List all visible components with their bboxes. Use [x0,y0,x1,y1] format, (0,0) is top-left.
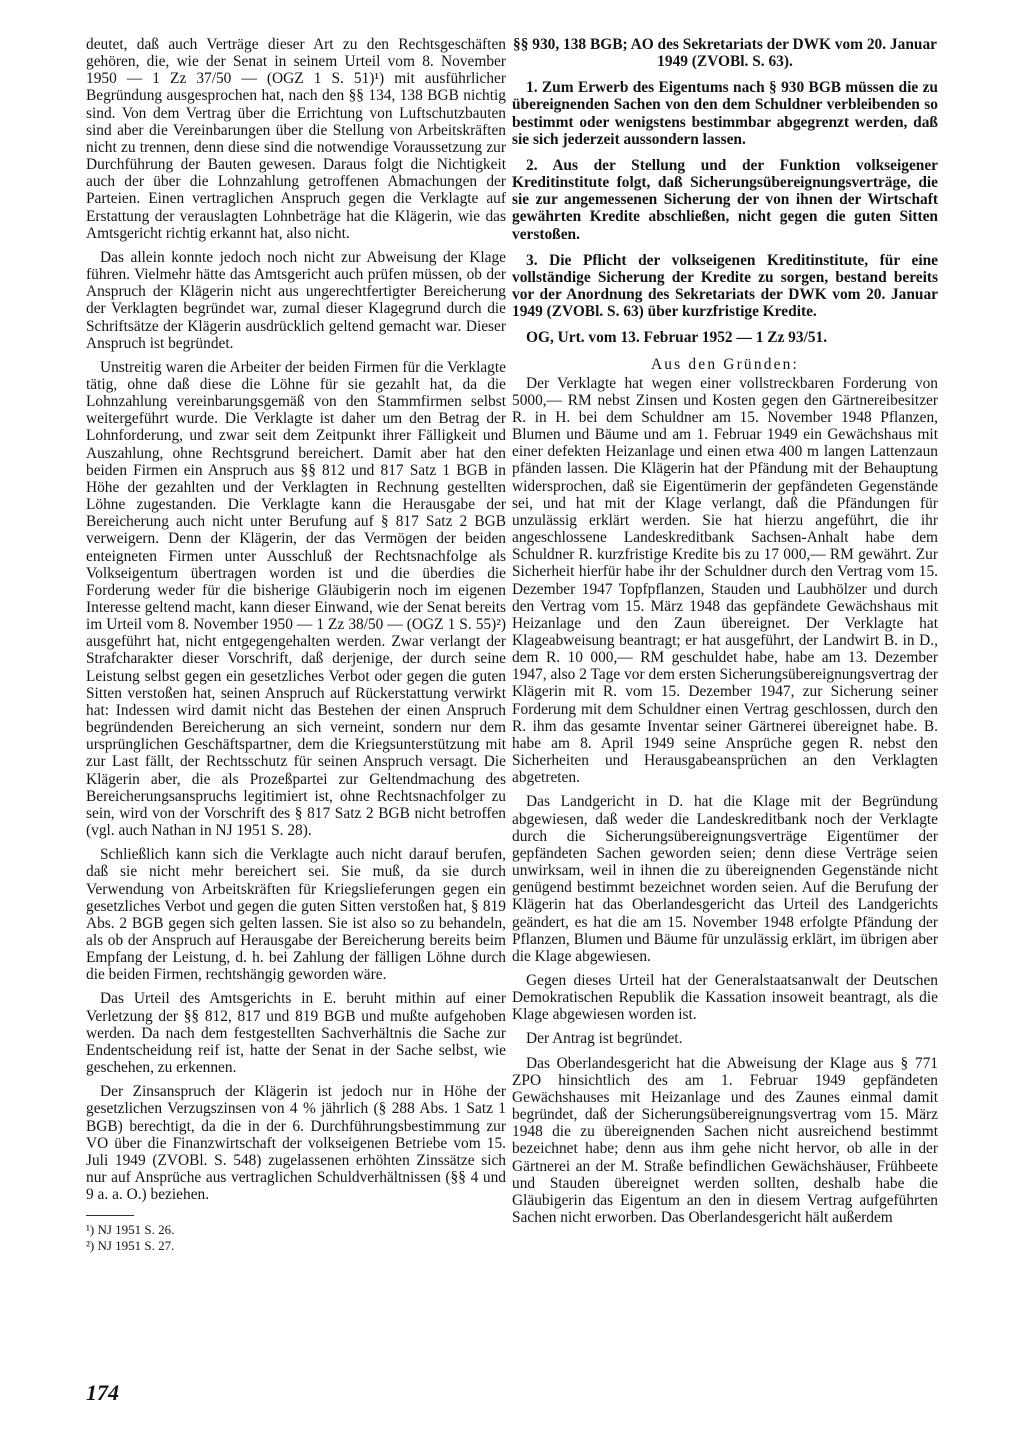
body-paragraph: Das Landgericht in D. hat die Klage mit der Begründung abgewiesen, daß weder die Landeskreditbank noch der Verklagte durch die Sicherungsübereignungsverträge Eigentümer der gepfändeten Sachen geworden seien; denn diese Verträge seien unwirksam, weil in ihnen die zu übereignenden Gegenstände nicht genügend bestimmt bezeichnet worden seien. Auf die Berufung der Klägerin hat das Oberlandesgericht das Urteil des Landgerichts geändert, es hat die am 15. November 1948 erfolgte Pfändung der Pflanzen, Blumen und Bäume für unzulässig erklärt, im übrigen aber die Klage abgewiesen. [512,793,938,965]
body-paragraph: Das Urteil des Amtsgerichts in E. beruht mithin auf einer Verletzung der §§ 812, 817 und 819 BGB und mußte aufgehoben werden. Da nach dem festgestellten Sachverhältnis die Sache zur Endentscheidung reif ist, hatte der Senat in der Sache selbst, wie geschehen, zu erkennen. [86,990,506,1077]
section-heading: Aus den Gründen: [650,355,800,373]
headnote: 2. Aus der Stellung und der Funktion volkseigener Kreditinstitute folgt, daß Sicherungsübereignungsverträge, die sie zur angemessenen Sicherung der von ihnen der Wirtschaft gewährten Kredite abschließen, nicht gegen die guten Sitten verstoßen. [512,156,938,243]
body-paragraph: Gegen dieses Urteil hat der Generalstaatsanwalt der Deutschen Demokratischen Republik die Kassation insoweit beantragt, als die Klage abgewiesen worden ist. [512,971,938,1024]
body-paragraph: Das Oberlandesgericht hat die Abweisung der Klage aus § 771 ZPO hinsichtlich des am 1. Februar 1949 gepfändeten Gewächshauses mit Heizanlage und des Zaunes einmal damit begründet, daß der Sicherungsübereignungsvertrag vom 15. März 1948 die zu übereignenden Sachen nicht ausreichend bestimmt bezeichnet habe; denn aus ihm gehe nicht hervor, ob alle in der Gärtnerei an der M. Straße befindlichen Gewächshäuser, Frühbeete und Stauden übereignet werden sollten, deshalb habe die Gläubigerin das Eigentum an den in diesem Vertrag aufgeführten Sachen nicht erworben. Das Oberlandesgericht hält außerdem [512,1054,938,1226]
court-citation: OG, Urt. vom 13. Februar 1952 — 1 Zz 93/51. [526,329,828,347]
legal-references: §§ 930, 138 BGB; AO des Sekretariats der DWK vom 20. Januar 1949 (ZVOBl. S. 63). [513,36,937,71]
body-paragraph: Der Verklagte hat wegen einer vollstreckbaren Forderung von 5000,— RM nebst Zinsen und Kosten gegen den Gärtnereibesitzer R. in H. bei dem Schuldner am 15. November 1948 Pflanzen, Blumen und Bäume und am 1. Februar 1949 ein Gewächshaus mit einer defekten Heizanlage und einen etwa 400 m langen Lattenzaun pfänden lassen. Die Klägerin hat der Pfändung mit der Behauptung widersprochen, daß sie Eigentümerin der gepfändeten Gegenstände sei, und hat mit der Klage verlangt, daß die Pfändungen für unzulässig erklärt werden. Sie hat hierzu angeführt, die ihr angeschlossene Landeskreditbank Sachsen-Anhalt habe dem Schuldner R. kurzfristige Kredite bis zu 17 000,— RM gewährt. Zur Sicherheit hierfür habe ihr der Schuldner durch den Vertrag vom 15. Dezember 1947 Topfpflanzen, Stauden und Laubhölzer und durch den Vertrag vom 15. März 1948 das gepfändete Gewächshaus mit Heizanlage und den Zaun übereignet. Der Verklagte hat Klageabweisung beantragt; er hat ausgeführt, der Landwirt B. in D., dem R. 10 000,— RM geschuldet habe, habe am 13. Dezember 1947, also 2 Tage vor dem ersten Sicherungsübereignungsvertrag der Klägerin mit R. vom 15. Dezember 1947, zur Sicherung seiner Forderung mit dem Schuldner einen Vertrag geschlossen, durch den R. ihm das gesamte Inventar seiner Gärtnerei übereignet habe. B. habe am 8. April 1949 seine Ansprüche gegen R. nebst den Sicherheiten und Herausgabeansprüchen an den Verklagten abgetreten. [512,374,938,787]
right-column [512,36,938,1233]
page-number: 174 [86,1380,119,1405]
body-paragraph: deutet, daß auch Verträge dieser Art zu den Rechtsgeschäften gehören, die, wie der Senat in seinem Urteil vom 8. November 1950 — 1 Zz 37/50 — (OGZ 1 S. 51)¹) mit ausführlicher Begründung ausgesprochen hat, nach den §§ 134, 138 BGB nichtig sind. Von dem Vertrag über die Errichtung von Luftschutzbauten sind aber die Vereinbarungen über die Stellung von Arbeitskräften nicht zu trennen, denn diese sind die notwendige Voraussetzung zur Durchführung der Bauten gewesen. Daraus folgt die Nichtigkeit auch der über die Lohnzahlung getroffenen Abmachungen der Parteien. Einen vertraglichen Anspruch gegen die Verklagte auf Erstattung der verauslagten Lohnbeträge hat die Klägerin, wie das Amtsgericht richtig erkannt hat, also nicht. [86,36,506,242]
body-paragraph: Der Zinsanspruch der Klägerin ist jedoch nur in Höhe der gesetzlichen Verzugszinsen von 4 % jährlich (§ 288 Abs. 1 Satz 1 BGB) berechtigt, da die in der 6. Durchführungsbestimmung zur VO über die Finanzwirtschaft der volkseigenen Betriebe vom 15. Juli 1949 (ZVOBl. S. 548) zugelassenen erhöhten Zinssätze sich nur auf Ansprüche aus vertraglichen Schuldverhältnissen (§§ 4 und 9 a. a. O.) beziehen. [86,1083,506,1204]
body-paragraph: Der Antrag ist begründet. [526,1030,683,1048]
body-paragraph: Unstreitig waren die Arbeiter der beiden Firmen für die Verklagte tätig, ohne daß diese die Löhne für sie gezahlt hat, da die Lohnzahlung vereinbarungsgemäß von den Stammfirmen selbst weitergeführt wurde. Die Verklagte ist daher um den Betrag der Lohnforderung, und zwar seit dem Zeitpunkt ihrer Fälligkeit und Auszahlung, ohne Rechtsgrund bereichert. Damit aber hat den beiden Firmen ein Anspruch aus §§ 812 und 817 Satz 1 BGB in Höhe der gezahlten und der Verklagten in Rechnung gestellten Löhne zugestanden. Die Verklagte kann die Herausgabe der Bereicherung auch nicht unter Berufung auf § 817 Satz 2 BGB verweigern. Denn der Klägerin, der das Vermögen der beiden enteigneten Firmen unter Ausschluß der Rechtsnachfolge als Volkseigentum übertragen worden ist und die überdies die Forderung weder für die bisherige Gläubigerin noch im eigenen Interesse geltend macht, kann dieser Einwand, wie der Senat bereits im Urteil vom 8. November 1950 — 1 Zz 38/50 — (OGZ 1 S. 55)²) ausgeführt hat, nicht entgegengehalten werden. Zwar verlangt der Strafcharakter dieser Vorschrift, daß derjenige, der durch seine Leistung selbst gegen ein gesetzliches Verbot oder gegen die guten Sitten verstoßen hat, seinen Anspruch auf Rückerstattung verwirkt hat: Indessen wird damit nicht das Bestehen der einen Anspruch begründenden Bereicherung an sich verneint, sondern nur dem ursprünglichen Geschäftspartner, dem die Kriegsunterstützung mit zur Last fällt, der Rechtsschutz für seinen Anspruch versagt. Die Klägerin aber, die als Prozeßpartei zur Geltendmachung des Bereicherungsanspruchs legitimiert ist, ohne Rechtsnachfolger zu sein, wird von der Vorschrift des § 817 Satz 2 BGB nicht betroffen (vgl. auch Nathan in NJ 1951 S. 28). [86,358,506,840]
footnote-divider [86,1215,134,1216]
body-paragraph: Das allein konnte jedoch noch nicht zur Abweisung der Klage führen. Vielmehr hätte das Amtsgericht auch prüfen müssen, ob der Anspruch der Klägerin nicht aus ungerechtfertigter Bereicherung der Verklagten begründet war, zumal dieser Klagegrund durch die Schriftsätze der Klägerin ausdrücklich geltend gemacht war. Dieser Anspruch ist begründet. [86,248,506,352]
left-column [86,36,506,1254]
headnote: 1. Zum Erwerb des Eigentums nach § 930 BGB müssen die zu übereignenden Sachen von den dem Schuldner verbleibenden so bestimmt oder wenigstens bestimmbar abgegrenzt werden, daß sie sich jederzeit aussondern lassen. [512,79,938,148]
footnote: ¹) NJ 1951 S. 26. [86,1222,175,1238]
headnote: 3. Die Pflicht der volkseigenen Kreditinstitute, für eine vollständige Sicherung der Kredite zu sorgen, bestand bereits vor der Anordnung des Sekretariats der DWK vom 20. Januar 1949 (ZVOBl. S. 63) über kurzfristige Kredite. [512,251,938,321]
body-paragraph: Schließlich kann sich die Verklagte auch nicht darauf berufen, daß sie nicht mehr bereichert sei. Sie muß, da sie durch Verwendung von Arbeitskräften für Kriegslieferungen gegen ein gesetzliches Verbot und gegen die guten Sitten verstoßen hat, § 819 Abs. 2 BGB gegen sich gelten lassen. Sie ist also so zu behandeln, als ob der Anspruch auf Herausgabe der Bereicherung bereits beim Empfang der Leistung, d. h. bei Zahlung der fälligen Löhne durch die beiden Firmen, rechtshängig geworden wäre. [86,846,506,984]
footnote: ²) NJ 1951 S. 27. [86,1238,175,1254]
